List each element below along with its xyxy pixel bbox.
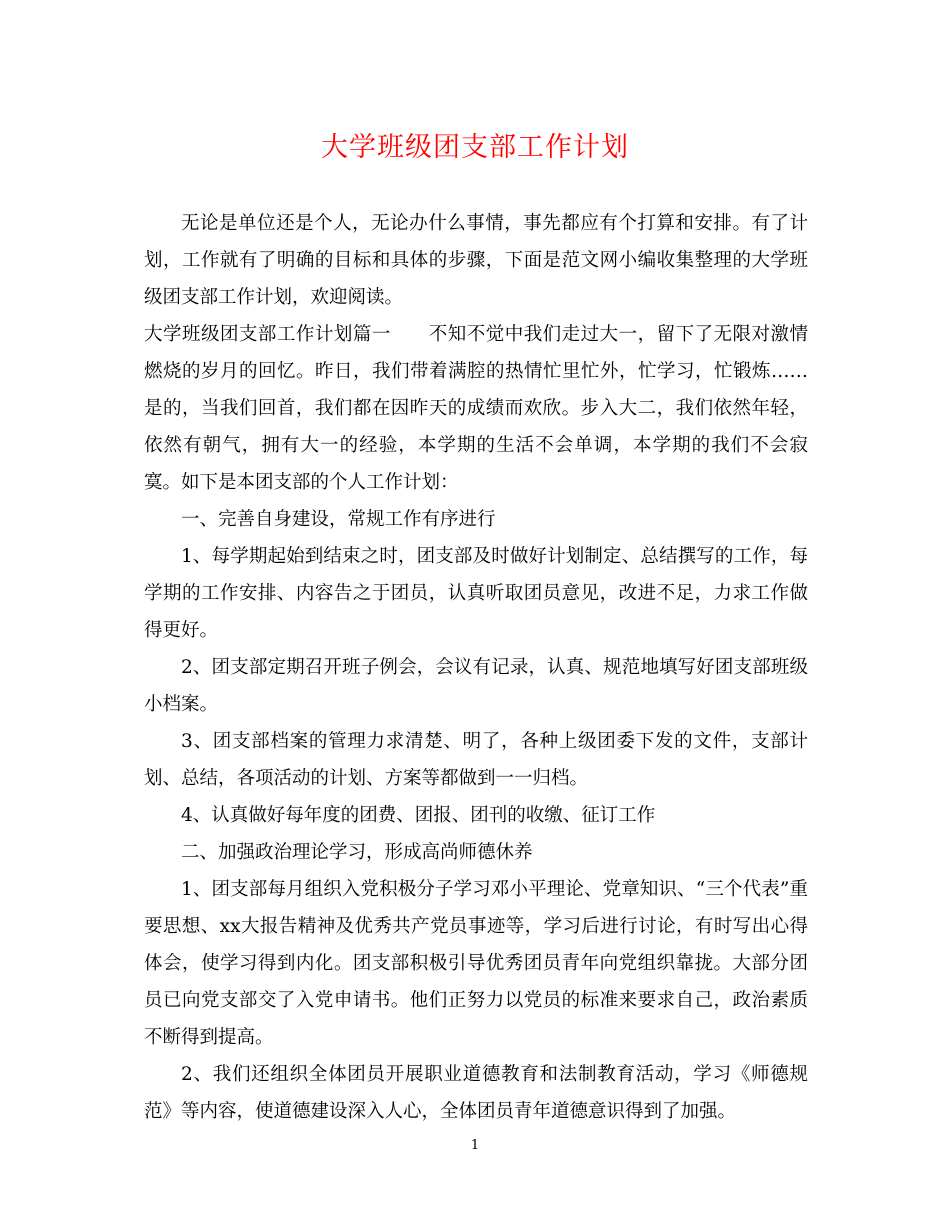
- paragraph-section-one-intro: 大学班级团支部工作计划篇一 不知不觉中我们走过大一，留下了无限对激情燃烧的岁月的回忆。昨日，我们带着满腔的热情忙里忙外，忙学习，忙锻炼……是的，当我们回首，我们都在因昨天的成绩而欢欣。步入大二，我们依然年轻，依然有朝气，拥有大一的经验，本学期的生活不会单调，本学期的我们不会寂寞。如下是本团支部的个人工作计划：: [144, 324, 808, 493]
- paragraph-item-2-2: 2、我们还组织全体团员开展职业道德教育和法制教育活动，学习《师德规范》等内容，使道德建设深入人心，全体团员青年道德意识得到了加强。: [144, 1064, 808, 1122]
- page-number: 1: [470, 1138, 480, 1153]
- paragraph-item-2-1: 1、团支部每月组织入党积极分子学习邓小平理论、党章知识、“三个代表”重要思想、xx大报告精神及优秀共产党员事迹等，学习后进行讨论，有时写出心得体会，使学习得到内化。团支部积极引导优秀团员青年向党组织靠拢。大部分团员已向党支部交了入党申请书。他们正努力以党员的标准来要求自己，政治素质不断得到提高。: [144, 879, 808, 1048]
- paragraph-item-1-3: 3、团支部档案的管理力求清楚、明了，各种上级团委下发的文件，支部计划、总结，各项活动的计划、方案等都做到一一归档。: [144, 731, 808, 789]
- heading-section-1: 一、完善自身建设，常规工作有序进行: [181, 509, 496, 530]
- paragraph-intro: 无论是单位还是个人，无论办什么事情，事先都应有个打算和安排。有了计划，工作就有了明确的目标和具体的步骤，下面是范文网小编收集整理的大学班级团支部工作计划，欢迎阅读。: [144, 213, 808, 308]
- document-body: [144, 205, 808, 1130]
- paragraph-item-1-2: 2、团支部定期召开班子例会，会议有记录，认真、规范地填写好团支部班级小档案。: [144, 657, 808, 715]
- paragraph-item-1-4: 4、认真做好每年度的团费、团报、团刊的收缴、征订工作: [181, 805, 656, 826]
- paragraph-item-1-1: 1、每学期起始到结束之时，团支部及时做好计划制定、总结撰写的工作，每学期的工作安排、内容告之于团员，认真听取团员意见，改进不足，力求工作做得更好。: [144, 546, 808, 641]
- heading-section-2: 二、加强政治理论学习，形成高尚师德休养: [181, 842, 533, 863]
- document-title: 大学班级团支部工作计划: [321, 132, 629, 163]
